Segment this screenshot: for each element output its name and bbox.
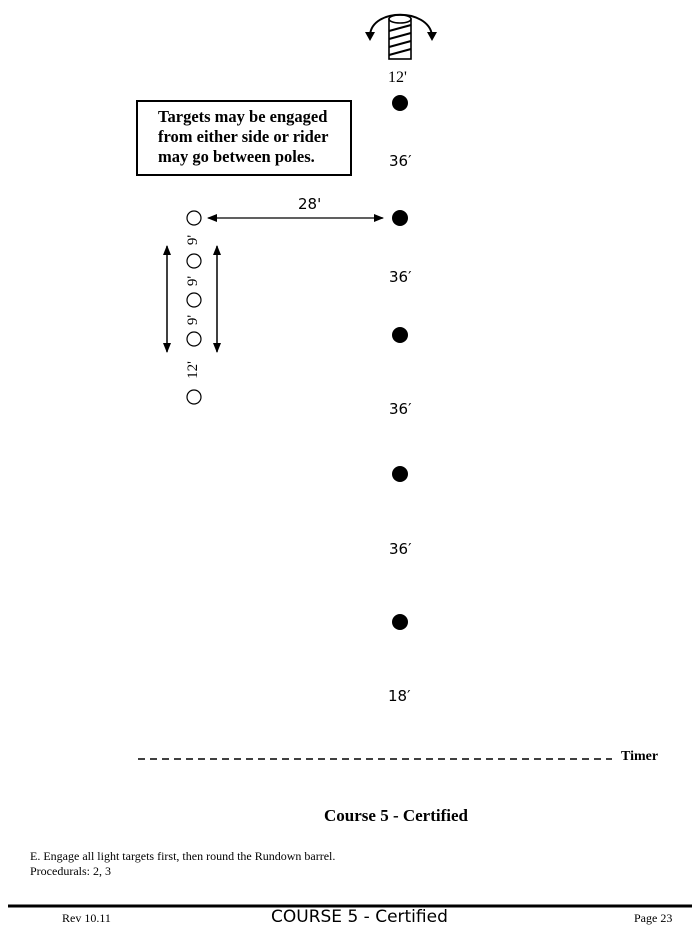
target-dot: [392, 327, 408, 343]
instruction-line: Procedurals: 2, 3: [30, 864, 111, 878]
pole-spacing-label: 9': [185, 275, 201, 287]
barrel-distance-label: 12': [388, 69, 407, 86]
footer-page: Page 23: [634, 911, 673, 925]
note-line: may go between poles.: [158, 147, 315, 166]
course-title: Course 5 - Certified: [324, 806, 468, 825]
target-dot: [392, 210, 408, 226]
distance-label: 36′: [389, 540, 412, 558]
note-line: from either side or rider: [158, 127, 329, 146]
footer-title: COURSE 5 - Certified: [271, 907, 448, 927]
target-dot: [392, 466, 408, 482]
distance-label: 18′: [388, 687, 411, 705]
offset-distance-label: 28': [298, 195, 322, 213]
pole-spacing-label: 9': [185, 314, 201, 326]
pole-circle: [187, 211, 201, 225]
distance-label: 36′: [389, 152, 412, 170]
note-box: [136, 100, 352, 176]
footer-revision: Rev 10.11: [62, 911, 111, 925]
timer-label: Timer: [621, 749, 659, 764]
instructions: [30, 849, 335, 879]
pole-circle: [187, 254, 201, 268]
instruction-line: E. Engage all light targets first, then round the Rundown barrel.: [30, 849, 336, 863]
barrel-icon: [389, 15, 411, 59]
target-dot: [392, 95, 408, 111]
pole-circle: [187, 293, 201, 307]
pole-circle: [187, 390, 201, 404]
target-dot: [392, 614, 408, 630]
pole-spacing-label: 12': [185, 361, 201, 379]
distance-label: 36′: [389, 268, 412, 286]
pole-spacing-label: 9': [185, 234, 201, 246]
distance-label: 36′: [389, 400, 412, 418]
note-line: Targets may be engaged: [158, 107, 328, 126]
pole-circle: [187, 332, 201, 346]
